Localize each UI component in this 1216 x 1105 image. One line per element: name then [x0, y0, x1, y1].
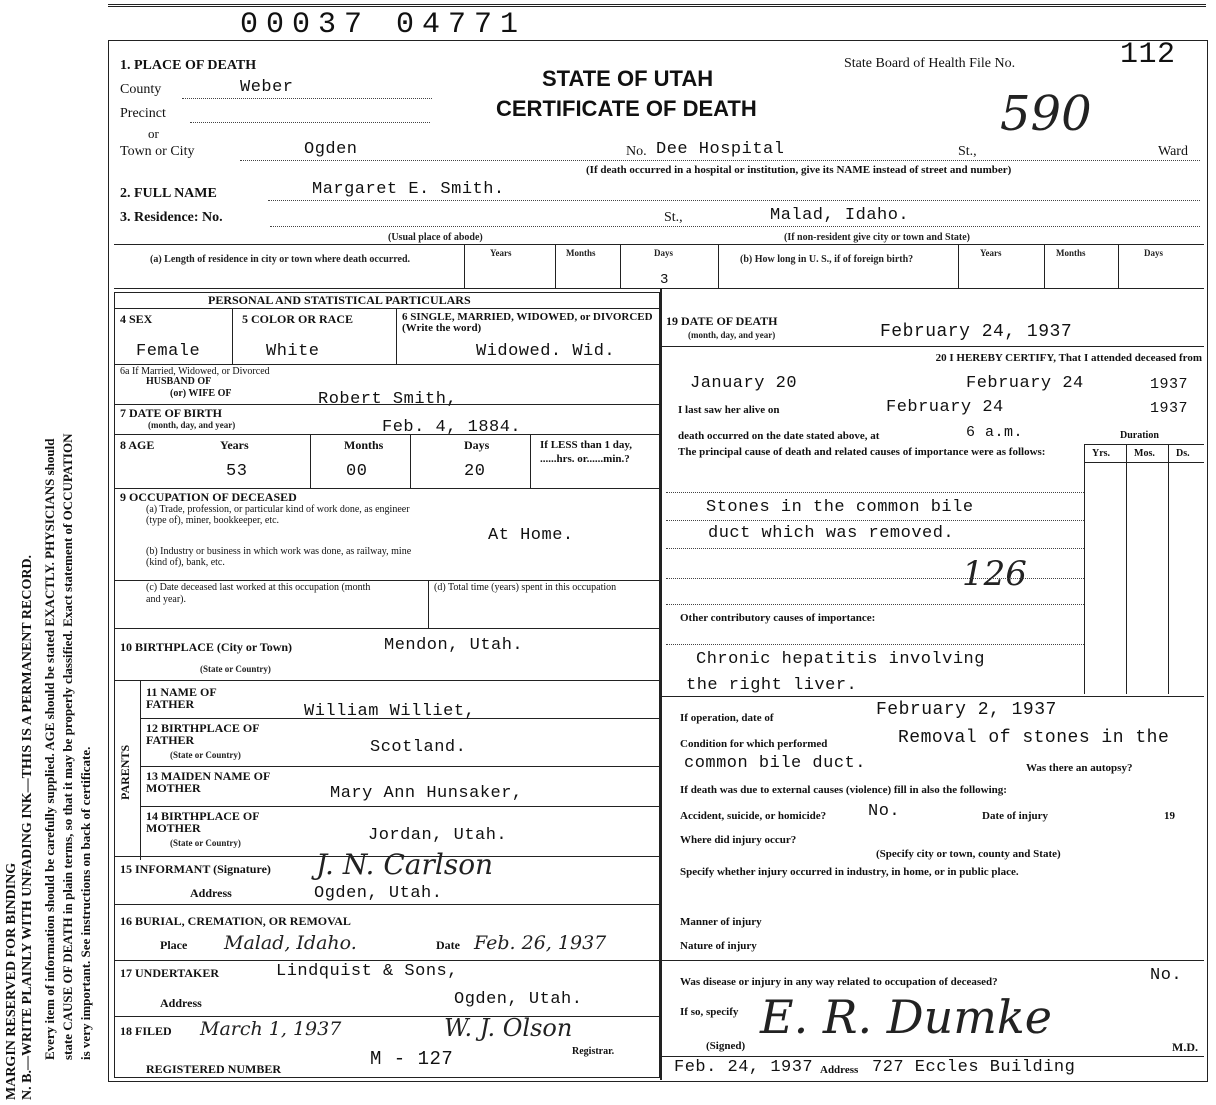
- certificate-title: CERTIFICATE OF DEATH: [496, 96, 757, 121]
- serial-number: 00037 04771: [240, 8, 527, 42]
- registrar-signature: W. J. Olson: [444, 1014, 573, 1042]
- father-value: William Williet,: [304, 702, 476, 721]
- duration-label: Duration: [1120, 430, 1159, 441]
- signed-date: Feb. 24, 1937: [674, 1058, 814, 1077]
- res-days-header: Days: [654, 248, 674, 258]
- burial-place-label: Place: [160, 938, 188, 952]
- dob-value: Feb. 4, 1884.: [382, 418, 522, 437]
- ds-header: Ds.: [1176, 448, 1190, 459]
- burial-date-label: Date: [436, 938, 460, 952]
- manner-label: Manner of injury: [680, 916, 762, 928]
- margin-instructions-1: Every item of information should be carefully supplied. AGE should be stated EXACTLY. PHYSICIANS should: [42, 438, 57, 1060]
- ward-label: Ward: [1158, 144, 1188, 159]
- accident-label: Accident, suicide, or homicide?: [680, 810, 827, 822]
- parents-side-label: PARENTS: [118, 744, 132, 800]
- mother-birth-sub: (State or Country): [170, 838, 241, 848]
- attended-from: January 20: [690, 374, 798, 393]
- age-months-value: 00: [346, 462, 368, 481]
- signed-label: (Signed): [706, 1040, 746, 1052]
- cause-line-1: Stones in the common bile: [706, 498, 974, 517]
- contrib-line-2: the right liver.: [686, 676, 858, 695]
- personal-heading: PERSONAL AND STATISTICAL PARTICULARS: [208, 293, 471, 307]
- yrs-header: Yrs.: [1092, 448, 1111, 459]
- mother-birth-value: Jordan, Utah.: [368, 826, 508, 845]
- operation-label: If operation, date of: [680, 712, 774, 724]
- informant-address: Ogden, Utah.: [314, 884, 443, 903]
- dod-sub: (month, day, and year): [688, 330, 776, 340]
- attended-to: February 24: [966, 374, 1084, 393]
- operation-date: February 2, 1937: [876, 700, 1057, 720]
- age-days-label: Days: [464, 438, 490, 452]
- specify-label: (Specify city or town, county and State): [876, 848, 1061, 860]
- precinct-label: Precinct: [120, 106, 166, 121]
- file-no-label: State Board of Health File No.: [844, 56, 1016, 71]
- age-years-label: Years: [220, 438, 249, 452]
- sex-value: Female: [136, 342, 201, 361]
- st-label: St.,: [958, 144, 977, 159]
- attended-year: 1937: [1150, 376, 1189, 393]
- state-title: STATE OF UTAH: [542, 66, 714, 91]
- occupation-value: At Home.: [488, 526, 574, 545]
- abode-note: (Usual place of abode): [388, 232, 483, 243]
- physician-signature: E. R. Dumke: [760, 990, 1052, 1044]
- less-than-label: If LESS than 1 day, ......hrs. or......min.?: [540, 439, 633, 465]
- occupation-b: (b) Industry or business in which work was done, as railway, mine (kind of), bank, etc.: [146, 546, 412, 568]
- mos-header: Mos.: [1134, 448, 1155, 459]
- principal-label: The principal cause of death and related causes of importance were as follows:: [678, 446, 1046, 458]
- foreign-birth-label: (b) How long in U. S., if of foreign birth?: [740, 254, 914, 265]
- informant-signature: J. N. Carlson: [316, 848, 494, 881]
- undertaker-value: Lindquist & Sons,: [276, 962, 458, 981]
- contrib-line-1: Chronic hepatitis involving: [696, 650, 985, 669]
- if-so-label: If so, specify: [680, 1006, 739, 1018]
- age-label: 8 AGE: [120, 438, 155, 452]
- physician-address: 727 Eccles Building: [872, 1058, 1076, 1077]
- contributory-label: Other contributory causes of importance:: [680, 612, 876, 624]
- foreign-days-header: Days: [1144, 248, 1164, 258]
- last-saw-value: February 24: [886, 398, 1004, 417]
- color-label: 5 COLOR OR RACE: [242, 312, 354, 326]
- condition-line-1: Removal of stones in the: [898, 728, 1170, 748]
- full-name-value: Margaret E. Smith.: [312, 180, 505, 199]
- filed-date: March 1, 1937: [200, 1018, 342, 1040]
- residence-value: Malad, Idaho.: [770, 206, 910, 225]
- residence-st-label: St.,: [664, 210, 683, 225]
- nature-label: Nature of injury: [680, 940, 757, 952]
- hospital-value: Dee Hospital: [656, 140, 785, 159]
- autopsy-label: Was there an autopsy?: [1026, 762, 1133, 774]
- certify-label: 20 I HEREBY CERTIFY, That I attended deceased from: [935, 352, 1202, 364]
- county-value: Weber: [240, 78, 294, 97]
- res-years-header: Years: [490, 248, 512, 258]
- spouse-label-2: HUSBAND OF: [146, 376, 212, 387]
- occurred-time: 6 a.m.: [966, 424, 1024, 441]
- marital-value: Widowed. Wid.: [476, 342, 616, 361]
- related-value: No.: [1150, 966, 1183, 985]
- undertaker-label: 17 UNDERTAKER: [120, 966, 220, 980]
- margin-instructions-3: is very important. See instructions on back of certificate.: [78, 746, 93, 1060]
- burial-date: Feb. 26, 1937: [474, 932, 607, 954]
- condition-line-2: common bile duct.: [684, 754, 866, 773]
- res-months-header: Months: [566, 248, 596, 258]
- informant-label: 15 INFORMANT (Signature): [120, 862, 271, 876]
- birthplace-label: 10 BIRTHPLACE (City or Town): [120, 640, 293, 654]
- father-label: 11 NAME OF FATHER: [146, 685, 217, 711]
- undertaker-address: Ogden, Utah.: [454, 990, 583, 1009]
- age-years-value: 53: [226, 462, 248, 481]
- condition-label: Condition for which performed: [680, 738, 828, 750]
- dod-value: February 24, 1937: [880, 322, 1073, 342]
- injury-date-label: Date of injury: [982, 810, 1048, 822]
- foreign-months-header: Months: [1056, 248, 1086, 258]
- length-residence-label: (a) Length of residence in city or town where death occurred.: [150, 254, 411, 265]
- occupation-d: (d) Total time (years) spent in this occupation: [434, 582, 617, 593]
- age-days-value: 20: [464, 462, 486, 481]
- margin-warning: N. B.—WRITE PLAINLY WITH UNFADING INK—THIS IS A PERMANENT RECORD.: [20, 554, 35, 1100]
- related-label: Was disease or injury in any way related to occupation of deceased?: [680, 976, 998, 988]
- res-days-value: 3: [660, 272, 669, 288]
- md-label: M.D.: [1172, 1040, 1198, 1054]
- color-value: White: [266, 342, 320, 361]
- filed-label: 18 FILED: [120, 1024, 172, 1038]
- occupation-a: (a) Trade, profession, or particular kind of work done, as engineer (type of), miner, bookkeeper, etc.: [146, 504, 410, 526]
- mother-birth-label: 14 BIRTHPLACE OF MOTHER: [146, 809, 260, 835]
- father-birth-value: Scotland.: [370, 738, 467, 757]
- foreign-years-header: Years: [980, 248, 1002, 258]
- mother-value: Mary Ann Hunsaker,: [330, 784, 523, 803]
- margin-instructions-2: state CAUSE OF DEATH in plain terms, so that it may be properly classified. Exact statement of OCCUPATION: [60, 433, 75, 1060]
- spouse-label-3: (or) WIFE OF: [170, 388, 232, 399]
- last-saw-year: 1937: [1150, 400, 1189, 417]
- birthplace-sub: (State or Country): [200, 664, 271, 674]
- accident-value: No.: [868, 802, 901, 821]
- town-label: Town or City: [120, 144, 195, 159]
- burial-label: 16 BURIAL, CREMATION, OR REMOVAL: [120, 914, 351, 928]
- registered-number: M - 127: [370, 1048, 454, 1070]
- father-birth-sub: (State or Country): [170, 750, 241, 760]
- father-birth-label: 12 BIRTHPLACE OF FATHER: [146, 721, 260, 747]
- cause-code: 126: [962, 554, 1027, 594]
- spouse-value: Robert Smith,: [318, 390, 458, 409]
- sex-label: 4 SEX: [120, 312, 153, 326]
- marital-label: 6 SINGLE, MARRIED, WIDOWED, or DIVORCED (Write the word): [402, 311, 653, 334]
- industry-label: Specify whether injury occurred in industry, in home, or in public place.: [680, 866, 1019, 878]
- registrar-label: Registrar.: [572, 1046, 615, 1057]
- occupation-c: (c) Date deceased last worked at this occupation (month and year).: [146, 582, 371, 605]
- where-label: Where did injury occur?: [680, 834, 797, 846]
- registered-no-handwritten: 590: [1000, 86, 1092, 142]
- place-of-death-label: 1. PLACE OF DEATH: [120, 58, 257, 73]
- dod-label: 19 DATE OF DEATH: [666, 314, 778, 328]
- birthplace-value: Mendon, Utah.: [384, 636, 524, 655]
- informant-address-label: Address: [190, 886, 232, 900]
- physician-address-label: Address: [820, 1064, 859, 1076]
- cause-line-2: duct which was removed.: [708, 524, 955, 543]
- age-months-label: Months: [344, 438, 384, 452]
- nonresident-note: (If non-resident give city or town and State): [784, 232, 971, 243]
- burial-place: Malad, Idaho.: [224, 932, 357, 954]
- residence-label: 3. Residence: No.: [120, 210, 223, 225]
- injury-year: 19: [1164, 810, 1175, 822]
- dob-sub: (month, day, and year): [148, 420, 236, 430]
- undertaker-address-label: Address: [160, 996, 202, 1010]
- mother-label: 13 MAIDEN NAME OF MOTHER: [146, 769, 270, 795]
- spouse-label-1: 6a If Married, Widowed, or Divorced: [120, 366, 270, 377]
- margin-binding: MARGIN RESERVED FOR BINDING: [4, 862, 19, 1100]
- county-label: County: [120, 82, 162, 97]
- occupation-label: 9 OCCUPATION OF DECEASED: [120, 490, 297, 504]
- or-label: or: [148, 126, 159, 141]
- external-label: If death was due to external causes (violence) fill in also the following:: [680, 784, 1007, 796]
- no-label: No.: [626, 144, 647, 159]
- top-edge: [108, 4, 1206, 7]
- town-value: Ogden: [304, 140, 358, 159]
- full-name-label: 2. FULL NAME: [120, 186, 217, 201]
- registered-label: REGISTERED NUMBER: [146, 1062, 282, 1076]
- hospital-note: (If death occurred in a hospital or institution, give its NAME instead of street and number): [586, 164, 1012, 176]
- file-no: 112: [1120, 38, 1176, 72]
- occurred-label: death occurred on the date stated above, at: [678, 430, 880, 442]
- dob-label: 7 DATE OF BIRTH: [120, 406, 222, 420]
- last-saw-label: I last saw her alive on: [678, 404, 780, 416]
